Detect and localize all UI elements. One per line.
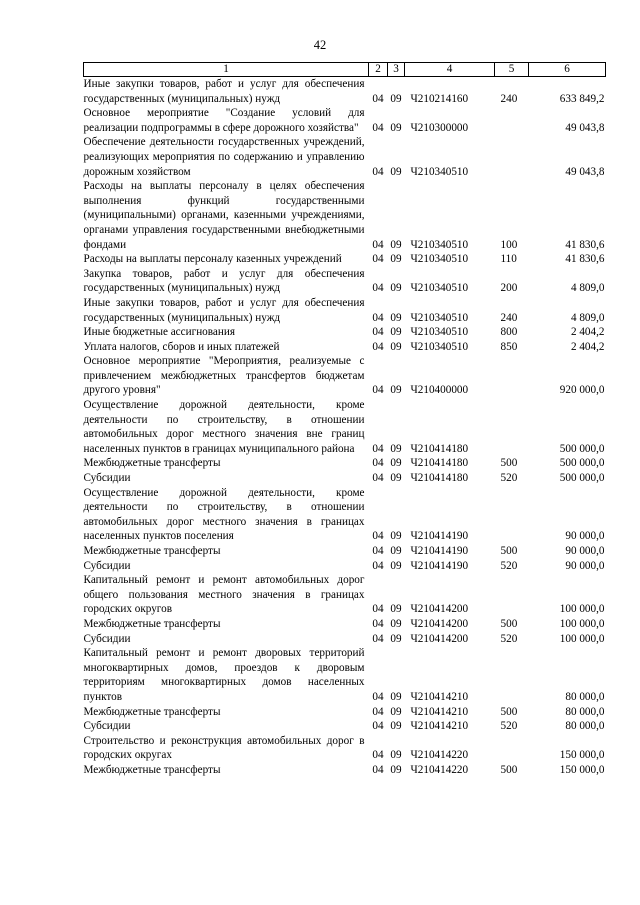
table-row: [84, 179, 606, 252]
table-row: [84, 734, 606, 763]
row-section: 04: [372, 165, 384, 178]
row-expense-type: 500: [500, 617, 518, 630]
row-amount: 4 809,0: [570, 311, 605, 324]
row-expense-type: 520: [500, 632, 518, 645]
row-expense-type: 520: [500, 472, 518, 485]
row-amount: 500 000,0: [559, 442, 605, 455]
row-target-code: Ч210414180: [410, 472, 469, 485]
row-subsection: 09: [390, 530, 402, 543]
row-amount: 500 000,0: [559, 457, 605, 470]
row-expense-type: 110: [500, 253, 517, 266]
table-row: [84, 456, 606, 471]
row-name: Основное мероприятие "Мероприятия, реализуемые с привлечением межбюджетных трансфертов бюджетам другого уровня": [83, 355, 365, 397]
row-amount: 150 000,0: [559, 749, 605, 762]
row-subsection: 09: [390, 720, 402, 733]
row-section: 04: [372, 472, 384, 485]
table-row: [84, 325, 606, 340]
table-row: [84, 354, 606, 398]
row-target-code: Ч210414190: [410, 530, 469, 543]
row-name: Межбюджетные трансферты: [83, 457, 221, 470]
table-row: [84, 719, 606, 734]
row-section: 04: [372, 442, 384, 455]
row-name: Субсидии: [83, 472, 131, 485]
row-target-code: Ч210414210: [410, 705, 469, 718]
row-target-code: Ч210340510: [410, 326, 469, 339]
row-expense-type: 520: [500, 559, 518, 572]
row-subsection: 09: [390, 472, 402, 485]
row-name: Закупка товаров, работ и услуг для обеспечения государственных (муниципальных) нужд: [83, 267, 365, 295]
row-subsection: 09: [390, 603, 402, 616]
row-amount: 150 000,0: [559, 763, 605, 776]
row-subsection: 09: [390, 238, 402, 251]
row-section: 04: [372, 632, 384, 645]
row-expense-type: 500: [500, 705, 518, 718]
row-name: Межбюджетные трансферты: [83, 763, 221, 776]
row-name: Межбюджетные трансферты: [83, 545, 221, 557]
row-subsection: 09: [390, 545, 402, 557]
row-name: Капитальный ремонт и ремонт дворовых территорий многоквартирных домов, проездов к дворовым территориям многоквартирных домов населенных пунктов: [83, 647, 365, 703]
row-amount: 49 043,8: [565, 121, 605, 134]
row-subsection: 09: [390, 690, 402, 703]
table-header: [84, 63, 606, 77]
row-subsection: 09: [390, 326, 402, 339]
row-section: 04: [372, 559, 384, 572]
row-subsection: 09: [390, 705, 402, 718]
row-subsection: 09: [390, 282, 402, 295]
row-subsection: 09: [390, 763, 402, 776]
row-section: 04: [372, 617, 384, 630]
row-name: Иные закупки товаров, работ и услуг для обеспечения государственных (муниципальных) нужд: [83, 296, 365, 324]
row-expense-type: 240: [500, 92, 518, 105]
row-target-code: Ч210414200: [410, 617, 469, 630]
row-target-code: Ч210414200: [410, 632, 469, 645]
row-name: Расходы на выплаты персоналу в целях обеспечения выполнения функций государственными (муниципальными) органами, казенными учреждениями, органами управления государственными внебюджетными фондами: [83, 180, 365, 251]
row-expense-type: [495, 354, 529, 398]
row-subsection: 09: [390, 340, 402, 353]
row-subsection: 09: [390, 121, 402, 134]
table-row: [84, 471, 606, 486]
row-expense-type: [495, 135, 529, 179]
row-amount: 2 404,2: [570, 340, 605, 353]
row-target-code: Ч210340510: [410, 282, 469, 295]
row-subsection: 09: [390, 384, 402, 397]
row-subsection: 09: [390, 442, 402, 455]
row-name: Осуществление дорожной деятельности, кроме деятельности по строительству, в отношении автомобильных дорог местного значения вне границ населенных пунктов в границах муниципального района: [83, 399, 365, 455]
row-expense-type: 520: [500, 720, 518, 733]
row-name: Основное мероприятие "Создание условий для реализации подпрограммы в сфере дорожного хозяйства": [83, 107, 365, 134]
table-row: [84, 544, 606, 559]
row-subsection: 09: [390, 559, 402, 572]
row-amount: 49 043,8: [565, 165, 605, 178]
row-subsection: 09: [390, 165, 402, 178]
row-expense-type: [495, 486, 529, 544]
row-amount: 920 000,0: [559, 384, 605, 397]
header-col-4: 4: [405, 63, 495, 77]
row-amount: 500 000,0: [559, 472, 605, 485]
row-target-code: Ч210340510: [410, 253, 469, 266]
row-section: 04: [372, 603, 384, 616]
row-expense-type: 200: [500, 282, 518, 295]
row-amount: 90 000,0: [565, 559, 605, 572]
row-expense-type: 500: [500, 457, 518, 470]
row-expense-type: 100: [500, 238, 518, 251]
table-row: [84, 559, 606, 574]
row-amount: 41 830,6: [565, 238, 605, 251]
row-expense-type: 500: [500, 763, 518, 776]
row-name: Межбюджетные трансферты: [83, 617, 221, 630]
row-section: 04: [372, 121, 384, 134]
row-subsection: 09: [390, 632, 402, 645]
row-amount: 90 000,0: [565, 545, 605, 557]
header-col-3: 3: [388, 63, 405, 77]
row-name: Субсидии: [83, 720, 131, 733]
row-target-code: Ч210414190: [410, 559, 469, 572]
row-expense-type: 240: [500, 311, 518, 324]
row-name: Субсидии: [83, 632, 131, 645]
row-name: Обеспечение деятельности государственных учреждений, реализующих мероприятия по содержанию и управлению дорожным хозяйством: [83, 136, 365, 178]
row-amount: 80 000,0: [565, 705, 605, 718]
row-name: Иные закупки товаров, работ и услуг для обеспечения государственных (муниципальных) нужд: [83, 78, 365, 105]
row-name: Уплата налогов, сборов и иных платежей: [83, 340, 280, 353]
row-name: Иные бюджетные ассигнования: [83, 326, 235, 339]
header-col-6: 6: [529, 63, 606, 77]
row-amount: 41 830,6: [565, 253, 605, 266]
row-target-code: Ч210340510: [410, 340, 469, 353]
table-row: [84, 296, 606, 325]
row-target-code: Ч210414210: [410, 690, 469, 703]
row-target-code: Ч210214160: [410, 92, 469, 105]
row-name: Капитальный ремонт и ремонт автомобильных дорог общего пользования местного значения в границах городских округов: [83, 574, 365, 616]
table-row: [84, 252, 606, 267]
budget-table: [83, 62, 606, 778]
row-subsection: 09: [390, 749, 402, 762]
row-section: 04: [372, 282, 384, 295]
table-row: [84, 646, 606, 704]
row-amount: 2 404,2: [570, 326, 605, 339]
row-amount: 100 000,0: [559, 632, 605, 645]
row-target-code: Ч210400000: [410, 384, 469, 397]
row-section: 04: [372, 384, 384, 397]
row-section: 04: [372, 238, 384, 251]
row-section: 04: [372, 530, 384, 543]
table-row: [84, 340, 606, 355]
row-section: 04: [372, 253, 384, 266]
row-name: Осуществление дорожной деятельности, кроме деятельности по строительству, в отношении автомобильных дорог местного значения в границах населенных пунктов поселения: [83, 486, 365, 543]
row-expense-type: 800: [500, 326, 518, 339]
row-target-code: Ч210414220: [410, 749, 469, 762]
row-target-code: Ч210414190: [410, 545, 469, 557]
row-target-code: Ч210300000: [410, 121, 469, 134]
table-row: [84, 267, 606, 296]
header-col-2: 2: [369, 63, 388, 77]
row-name: Субсидии: [83, 559, 131, 572]
row-section: 04: [372, 326, 384, 339]
row-subsection: 09: [390, 617, 402, 630]
header-col-5: 5: [495, 63, 529, 77]
row-expense-type: [495, 573, 529, 617]
row-amount: 80 000,0: [565, 720, 605, 733]
row-name: Межбюджетные трансферты: [83, 705, 221, 718]
row-target-code: Ч210340510: [410, 165, 469, 178]
row-name: Строительство и реконструкция автомобильных дорог в городских округах: [83, 734, 365, 762]
row-subsection: 09: [390, 253, 402, 266]
table-row: [84, 486, 606, 544]
row-target-code: Ч210414220: [410, 763, 469, 776]
table-row: [84, 135, 606, 179]
table-row: [84, 77, 606, 107]
row-target-code: Ч210414210: [410, 720, 469, 733]
table-row: [84, 705, 606, 720]
row-section: 04: [372, 311, 384, 324]
table-row: [84, 632, 606, 647]
row-target-code: Ч210340510: [410, 238, 469, 251]
row-amount: 100 000,0: [559, 617, 605, 630]
row-target-code: Ч210414180: [410, 442, 469, 455]
row-section: 04: [372, 705, 384, 718]
table-row: [84, 763, 606, 778]
row-section: 04: [372, 720, 384, 733]
row-expense-type: 850: [500, 340, 518, 353]
row-expense-type: [495, 106, 529, 135]
row-expense-type: [495, 734, 529, 763]
row-target-code: Ч210414180: [410, 457, 469, 470]
header-col-1: 1: [84, 63, 369, 77]
row-expense-type: [495, 646, 529, 704]
row-amount: 90 000,0: [565, 530, 605, 543]
table-row: [84, 398, 606, 456]
row-section: 04: [372, 92, 384, 105]
row-amount: 633 849,2: [559, 92, 605, 105]
budget-table-container: [83, 62, 605, 778]
row-subsection: 09: [390, 457, 402, 470]
row-amount: 80 000,0: [565, 690, 605, 703]
row-section: 04: [372, 763, 384, 776]
row-target-code: Ч210414200: [410, 603, 469, 616]
table-body: [84, 77, 606, 778]
row-section: 04: [372, 457, 384, 470]
page-number: 42: [313, 38, 327, 52]
row-expense-type: [495, 398, 529, 456]
row-subsection: 09: [390, 92, 402, 105]
row-target-code: Ч210340510: [410, 311, 469, 324]
row-section: 04: [372, 545, 384, 557]
table-row: [84, 106, 606, 135]
row-expense-type: 500: [500, 545, 518, 557]
row-amount: 4 809,0: [570, 282, 605, 295]
table-row: [84, 617, 606, 632]
header-row: [84, 63, 606, 77]
row-section: 04: [372, 690, 384, 703]
row-name: Расходы на выплаты персоналу казенных учреждений: [83, 253, 342, 266]
table-row: [84, 573, 606, 617]
row-section: 04: [372, 340, 384, 353]
row-section: 04: [372, 749, 384, 762]
row-subsection: 09: [390, 311, 402, 324]
row-amount: 100 000,0: [559, 603, 605, 616]
